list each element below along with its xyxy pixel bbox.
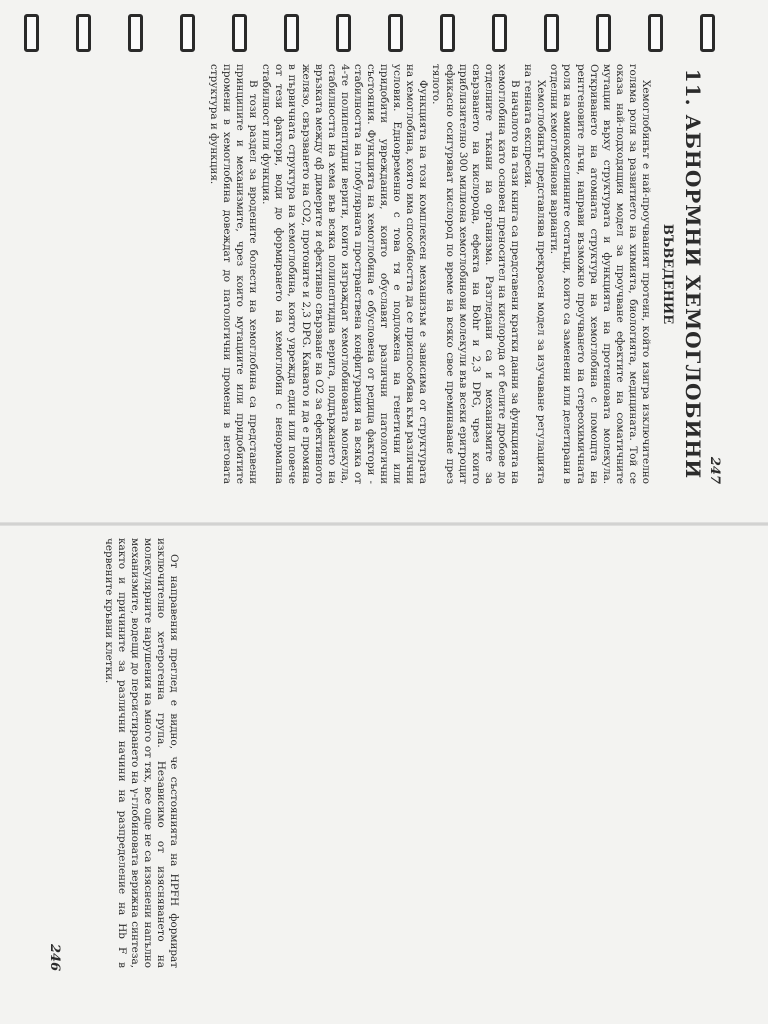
binding-ring xyxy=(388,14,403,52)
chapter-title: 11. АБНОРМНИ ХЕМОГЛОБИНИ xyxy=(681,68,705,480)
binding-ring xyxy=(24,14,39,52)
binding-ring xyxy=(648,14,663,52)
binding-ring xyxy=(76,14,91,52)
paragraph: Функцията на този комплексен механизъм е зависима от структурата на хемоглобина, която има способността да се приспособява към различни условия. Едновременно с това тя е подложена на генетични или придобити увреждания, които обуславят различни патологични състояния. Функцията на хемоглобина е обусловена от редица фактори - стабилността на глобулярната пространствена конфигурация на всяка от 4-те полипептидни вериги, които изграждат хемоглобиновата молекула, стабилността на хема във всяка полипептидна верига, поддържането на връзката между αβ димерите и ефективно свързване на O2 за ефективното желязо, свързването на CO2, протоните и 2,3 DPG. Каквато и да е промяна в първичната структура на хемоглобина, която уврежда един или повече от тези фактори, води до формирането на хемоглобин с ненормална стабилност или функция. xyxy=(260,64,430,484)
page-number: 247 xyxy=(707,456,722,484)
paragraph: Хемоглобинът е най-проучваният протеин, който изигра изключително голяма роля за развитието на химията, биологията, медицината. Той се оказа най-подходящия модел за проучване ефектите на соматичните мутации върху структурата и функцията на протеиновата молекула. Откриването на атомната структура на хемоглобина с помощта на рентгеновите лъчи, направи възможно проучването на стереохимичната роля на аминокиселинните остатъци, които са заменени или делетирани в отделни хемоглобинови варианти. xyxy=(548,64,652,484)
binding-ring xyxy=(128,14,143,52)
page-246 xyxy=(40,538,180,968)
paragraph: В началото на тази книга са представени кратки данни за функцията на хемоглобина като основен преносител на кислорода от белите дробове до отделните тъкани на организма. Разгледани са и механизмите за свързването на кислорода, ефекта на Bohr и 2,3 DPG, чрез които приблизително 300 милиона хемоглобинови молекули във всеки еритроцит ефикасно осигуряват кислород по време на всяко свое преминаване през тялото. xyxy=(430,64,522,484)
paragraph: В този раздел за вродените болести на хемоглобина са представени принципите и механизмите, чрез които мутациите или придобитите промени в хемоглобина довеждат до патологични промени в неговата структура и функция. xyxy=(207,64,260,484)
binding-ring xyxy=(232,14,247,52)
paragraph: Хемоглобинът представлява прекрасен модел за изучаване регулацията на генната експресия. xyxy=(522,64,548,484)
spiral-binding xyxy=(0,0,768,60)
page-number: 246 xyxy=(47,944,62,972)
section-title: ВЪВЕДЕНИЕ xyxy=(660,223,675,325)
binding-ring xyxy=(180,14,195,52)
binding-ring xyxy=(336,14,351,52)
binding-ring xyxy=(440,14,455,52)
binding-ring xyxy=(700,14,715,52)
binding-ring xyxy=(596,14,611,52)
page-gutter xyxy=(0,522,768,526)
paragraph: От направения преглед е видно, че състоянията на HPFH формират изключително хетерогенна група. Независимо от изясняването на молекулярните нарушения на много от тях, все още не са изяснени напълно механизмите, водещи до персистирането на γ-глобиновата верижна синтеза, както и причините за различни начини на разпределение на Hb F в червените кръвни клетки. xyxy=(102,538,180,968)
binding-ring xyxy=(492,14,507,52)
binding-ring xyxy=(284,14,299,52)
binding-ring xyxy=(544,14,559,52)
page-247 xyxy=(162,64,722,484)
